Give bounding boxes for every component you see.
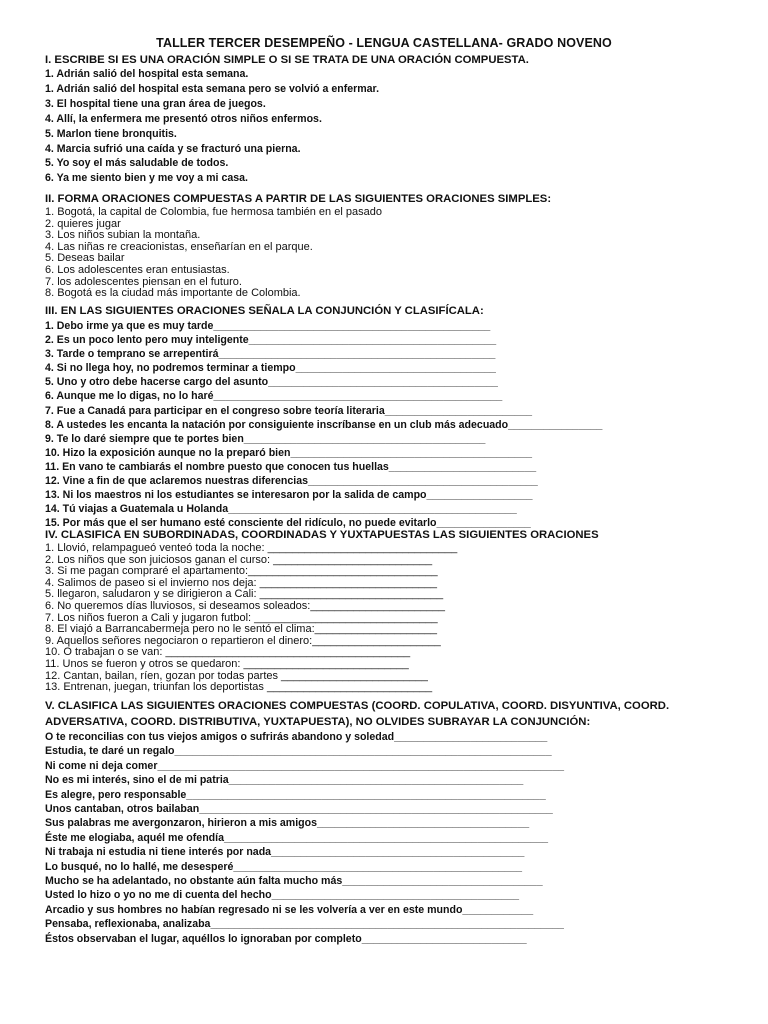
section-3-heading: III. EN LAS SIGUIENTES ORACIONES SEÑALA LA CONJUNCIÓN Y CLASIFÍCALA: xyxy=(45,305,484,317)
section-5-item: Unos cantaban, otros bailaban____________________________________________________________ xyxy=(45,803,553,816)
section-4 xyxy=(45,528,745,694)
section-2-item: 2. quieres jugar xyxy=(45,218,121,230)
section-4-item: 2. Los niños que son juiciosos ganan el curso: __________________________ xyxy=(45,554,433,566)
section-5-item: Ni come ni deja comer_____________________________________________________________________ xyxy=(45,759,564,772)
section-5-item: Mucho se ha adelantado, no obstante aún falta mucho más__________________________________ xyxy=(45,875,543,888)
section-4-item: 9. Aquellos señores negociaron o repartieron el dinero:_____________________ xyxy=(45,635,441,647)
section-4-heading: IV. CLASIFICA EN SUBORDINADAS, COORDINADAS Y YUXTAPUESTAS LAS SIGUIENTES ORACIONES xyxy=(45,529,599,541)
section-5-item: No es mi interés, sino el de mi patria__________________________________________________ xyxy=(45,774,524,787)
section-5-item: Éstos observaban el lugar, aquéllos lo ignoraban por completo____________________________ xyxy=(45,932,527,945)
section-3-item: 14. Tú viajas a Guatemala u Holanda_________________________________________________ xyxy=(45,503,517,516)
section-5-item: Arcadio y sus hombres no habían regresado ni se les volvería a ver en este mundo____________ xyxy=(45,903,534,916)
section-5-item: Estudia, te daré un regalo________________________________________________________________ xyxy=(45,745,552,758)
section-3-item: 6. Aunque me lo digas, no lo haré_________________________________________________ xyxy=(45,390,503,403)
section-4-item: 11. Unos se fueron y otros se quedaron: ___________________________ xyxy=(45,658,409,670)
section-3-item: 7. Fue a Canadá para participar en el congreso sobre teoría literaria_________________________ xyxy=(45,404,533,417)
section-2-item: 1. Bogotá, la capital de Colombia, fue hermosa también en el pasado xyxy=(45,207,382,218)
section-1-item: 5. Yo soy el más saludable de todos. xyxy=(45,157,229,170)
section-4-item: 4. Salimos de paseo si el invierno nos deja: _____________________________ xyxy=(45,577,438,589)
section-2-item: 3. Los niños subian la montaña. xyxy=(45,230,201,242)
section-5-item: O te reconcilias con tus viejos amigos o sufrirás abandono y soledad__________________________ xyxy=(45,731,548,743)
section-4-item: 3. Si me pagan compraré el apartamento:_______________________________ xyxy=(45,566,438,578)
section-5-item: Éste me elogiaba, aquél me ofendía_______________________________________________________ xyxy=(45,831,549,844)
section-1-item: 4. Allí, la enfermera me presentó otros niños enfermos. xyxy=(45,112,322,125)
section-3-item: 2. Es un poco lento pero muy inteligente__________________________________________ xyxy=(45,334,497,347)
section-2-item: 8. Bogotá es la ciudad más importante de Colombia. xyxy=(45,288,301,300)
section-4-item: 12. Cantan, bailan, ríen, gozan por todas partes ________________________ xyxy=(45,670,428,682)
section-1 xyxy=(45,53,745,186)
section-3-item: 8. A ustedes les encanta la natación por consiguiente inscríbanse en un club más adecuado________________ xyxy=(45,418,603,431)
section-3-item: 10. Hizo la exposición aunque no la preparó bien_________________________________________ xyxy=(45,446,533,459)
section-3-item: 11. En vano te cambiarás el nombre puesto que conocen tus huellas_________________________ xyxy=(45,460,537,473)
section-5 xyxy=(45,698,745,946)
section-2 xyxy=(45,192,745,300)
section-3-item: 13. Ni los maestros ni los estudiantes se interesaron por la salida de campo__________________ xyxy=(45,489,533,502)
section-4-item: 1. Llovió, relampagueó venteó toda la noche: _______________________________ xyxy=(45,543,458,554)
section-4-item: 5. llegaron, saludaron y se dirigieron a Cali: ______________________________ xyxy=(45,589,444,601)
section-1-item: 5. Marlon tiene bronquitis. xyxy=(45,127,177,140)
section-4-item: 7. Los niños fueron a Cali y jugaron futbol: ______________________________ xyxy=(45,612,438,624)
section-2-item: 6. Los adolescentes eran entusiastas. xyxy=(45,264,230,276)
section-1-item: 6. Ya me siento bien y me voy a mi casa. xyxy=(45,172,248,185)
section-3-item: 3. Tarde o temprano se arrepentirá_______________________________________________ xyxy=(45,348,496,361)
section-1-item: 1. Adrián salió del hospital esta semana pero se volvió a enfermar. xyxy=(45,82,380,95)
section-5-item: Sus palabras me avergonzaron, hirieron a mis amigos____________________________________ xyxy=(45,817,530,830)
section-5-item: Es alegre, pero responsable_____________________________________________________________ xyxy=(45,788,546,801)
section-1-item: 4. Marcia sufrió una caída y se fracturó una pierna. xyxy=(45,142,301,155)
section-4-item: 13. Entrenan, juegan, triunfan los deportistas ___________________________ xyxy=(45,682,433,694)
section-3 xyxy=(45,304,745,530)
section-3-item: 5. Uno y otro debe hacerse cargo del asunto_______________________________________ xyxy=(45,376,498,389)
section-1-item: 1. Adrián salió del hospital esta semana. xyxy=(45,68,249,80)
section-2-item: 4. Las niñas re creacionistas, enseñarían en el parque. xyxy=(45,241,313,253)
worksheet-title: TALLER TERCER DESEMPEÑO - LENGUA CASTELLANA- GRADO NOVENO xyxy=(156,36,612,50)
section-3-item: 4. Si no llega hoy, no podremos terminar a tiempo__________________________________ xyxy=(45,362,496,375)
section-2-item: 7. los adolescentes piensan en el futuro. xyxy=(45,276,242,288)
section-5-item: Lo busqué, no lo hallé, me desesperé_________________________________________________ xyxy=(45,860,523,873)
section-1-heading: I. ESCRIBE SI ES UNA ORACIÓN SIMPLE O SI SE TRATA DE UNA ORACIÓN COMPUESTA. xyxy=(45,54,529,66)
section-4-item: 10. O trabajan o se van: ________________________________________ xyxy=(45,647,411,659)
section-4-item: 8. El viajó a Barrancabermeja pero no le sentó el clima:____________________ xyxy=(45,624,437,636)
section-4-item: 6. No queremos días lluviosos, si deseamos soleados:______________________ xyxy=(45,600,445,612)
section-5-item: Ni trabaja ni estudia ni tiene interés por nada___________________________________________ xyxy=(45,846,525,859)
section-3-item: 12. Vine a fin de que aclaremos nuestras diferencias_______________________________________ xyxy=(45,475,538,488)
section-5-heading: V. CLASIFICA LAS SIGUIENTES ORACIONES COMPUESTAS (COORD. COPULATIVA, COORD. DISYUNTIVA, COORD. xyxy=(45,700,670,712)
section-1-item: 3. El hospital tiene una gran área de juegos. xyxy=(45,97,266,110)
section-3-item: 9. Te lo daré siempre que te portes bien_________________________________________ xyxy=(45,432,486,445)
section-5-item: Usted lo hizo o yo no me di cuenta del hecho__________________________________________ xyxy=(45,889,520,902)
section-3-item: 1. Debo irme ya que es muy tarde_______________________________________________ xyxy=(45,320,491,332)
section-2-heading: II. FORMA ORACIONES COMPUESTAS A PARTIR DE LAS SIGUIENTES ORACIONES SIMPLES: xyxy=(45,193,552,205)
section-3-item: 15. Por más que el ser humano esté consciente del ridículo, no puede evitarlo________________ xyxy=(45,517,531,530)
section-2-item: 5. Deseas bailar xyxy=(45,253,125,265)
section-5-item: Pensaba, reflexionaba, analizaba____________________________________________________________ xyxy=(45,918,564,931)
section-5-heading: ADVERSATIVA, COORD. DISTRIBUTIVA, YUXTAPUESTA), NO OLVIDES SUBRAYAR LA CONJUNCIÓN: xyxy=(45,716,591,728)
